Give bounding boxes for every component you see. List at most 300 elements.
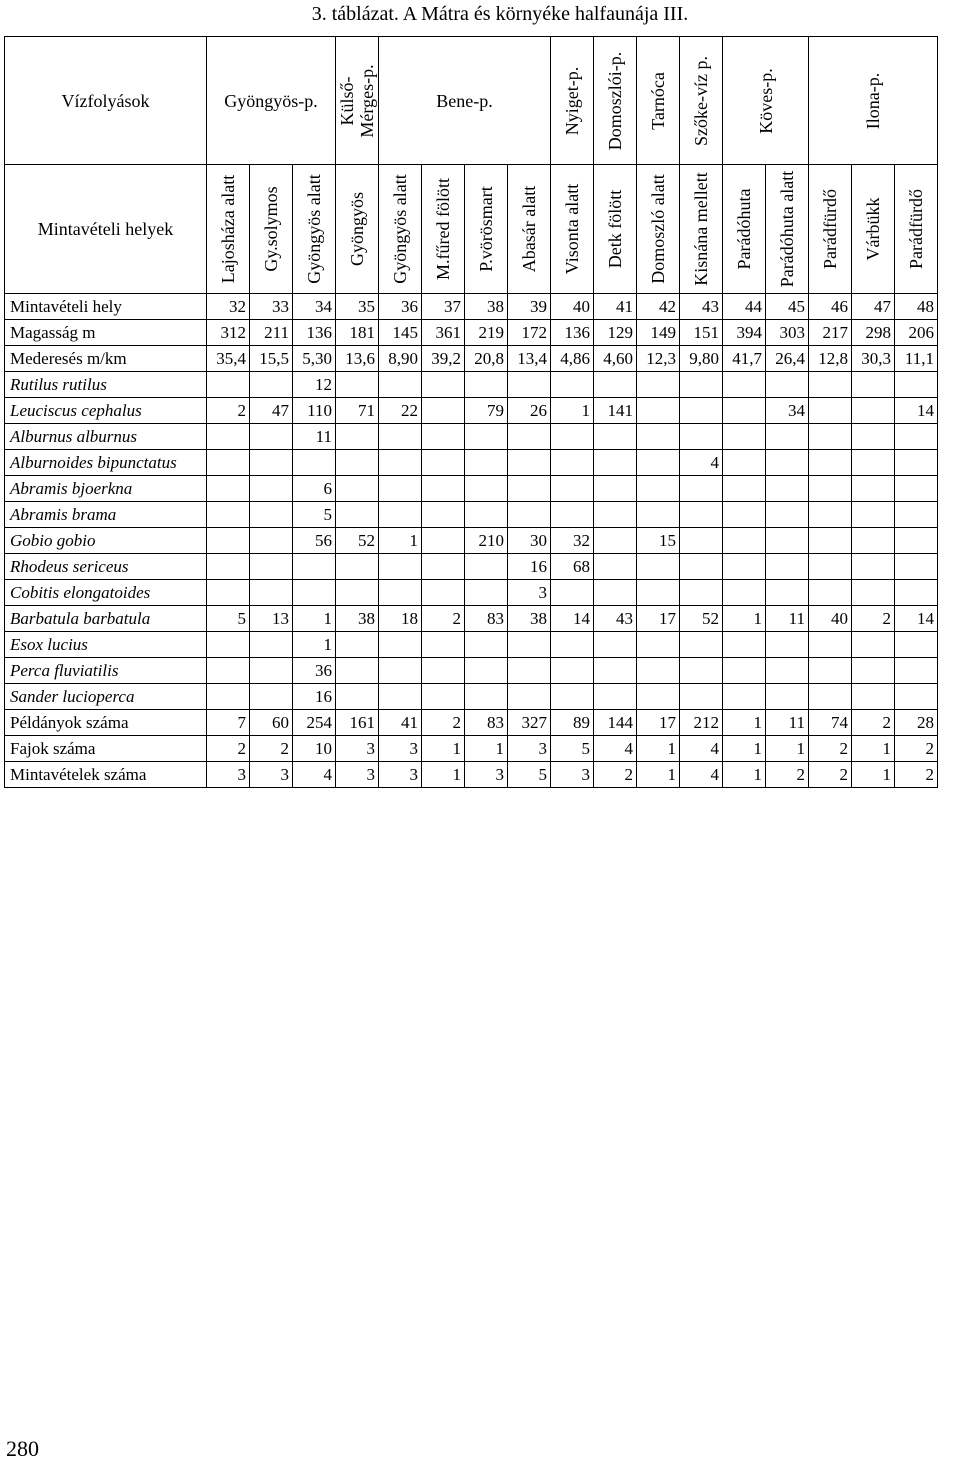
site-cell (809, 165, 852, 294)
site-name: P.vörösmart (476, 186, 496, 272)
value-cell (809, 554, 852, 580)
value-cell: 74 (809, 710, 852, 736)
value-cell (594, 684, 637, 710)
value-cell: 52 (680, 606, 723, 632)
site-name: Domoszló alatt (648, 174, 668, 284)
value-cell (723, 450, 766, 476)
value-cell (379, 424, 422, 450)
value-cell: 32 (207, 294, 250, 320)
site-cell (508, 165, 551, 294)
value-cell (680, 554, 723, 580)
value-cell (852, 502, 895, 528)
value-cell (895, 684, 938, 710)
value-cell: 303 (766, 320, 809, 346)
value-cell: 1 (293, 606, 336, 632)
value-cell (680, 398, 723, 424)
value-cell (465, 632, 508, 658)
value-cell (465, 502, 508, 528)
row-label: Gobio gobio (5, 528, 207, 554)
value-cell (895, 476, 938, 502)
value-cell: 1 (852, 762, 895, 788)
value-cell: 40 (809, 606, 852, 632)
value-cell (895, 502, 938, 528)
value-cell (465, 658, 508, 684)
table-row (5, 320, 938, 346)
value-cell (852, 398, 895, 424)
value-cell: 2 (766, 762, 809, 788)
value-cell: 45 (766, 294, 809, 320)
value-cell (465, 580, 508, 606)
value-cell: 298 (852, 320, 895, 346)
value-cell (852, 580, 895, 606)
value-cell (723, 372, 766, 398)
value-cell (723, 424, 766, 450)
value-cell (250, 372, 293, 398)
fish-fauna-table (4, 36, 938, 788)
value-cell (680, 658, 723, 684)
value-cell: 3 (508, 736, 551, 762)
value-cell: 17 (637, 710, 680, 736)
value-cell (680, 580, 723, 606)
page-number: 280 (6, 1436, 39, 1461)
value-cell (895, 528, 938, 554)
value-cell (207, 476, 250, 502)
value-cell: 30 (508, 528, 551, 554)
value-cell: 36 (293, 658, 336, 684)
value-cell (637, 502, 680, 528)
value-cell (379, 554, 422, 580)
table-row (5, 476, 938, 502)
value-cell: 60 (250, 710, 293, 736)
value-cell (594, 528, 637, 554)
site-name: Parádóhuta alatt (777, 170, 797, 288)
value-cell: 39 (508, 294, 551, 320)
value-cell (379, 502, 422, 528)
value-cell (465, 424, 508, 450)
value-cell: 5,30 (293, 346, 336, 372)
value-cell (379, 658, 422, 684)
value-cell (422, 450, 465, 476)
value-cell (422, 476, 465, 502)
value-cell (766, 372, 809, 398)
value-cell (766, 450, 809, 476)
value-cell: 3 (465, 762, 508, 788)
value-cell (680, 528, 723, 554)
table-row (5, 450, 938, 476)
value-cell (680, 502, 723, 528)
watercourse-cell (594, 37, 637, 165)
table-row (5, 502, 938, 528)
value-cell: 37 (422, 294, 465, 320)
value-cell: 212 (680, 710, 723, 736)
value-cell (637, 424, 680, 450)
value-cell: 13,4 (508, 346, 551, 372)
value-cell: 2 (207, 736, 250, 762)
watercourse-name: Gyöngyös-p. (224, 90, 318, 111)
value-cell: 2 (250, 736, 293, 762)
value-cell: 4 (293, 762, 336, 788)
value-cell (336, 554, 379, 580)
site-name: Parádóhuta (734, 188, 754, 270)
value-cell (465, 554, 508, 580)
value-cell: 11 (293, 424, 336, 450)
value-cell: 361 (422, 320, 465, 346)
value-cell: 136 (293, 320, 336, 346)
value-cell: 217 (809, 320, 852, 346)
value-cell: 129 (594, 320, 637, 346)
row-label: Perca fluviatilis (5, 658, 207, 684)
value-cell: 56 (293, 528, 336, 554)
site-name: Lajosháza alatt (218, 174, 238, 284)
value-cell (422, 372, 465, 398)
value-cell (207, 684, 250, 710)
value-cell (766, 528, 809, 554)
value-cell (250, 632, 293, 658)
value-cell: 206 (895, 320, 938, 346)
value-cell (895, 554, 938, 580)
row-label: Barbatula barbatula (5, 606, 207, 632)
value-cell (809, 684, 852, 710)
value-cell (422, 632, 465, 658)
value-cell: 2 (809, 736, 852, 762)
value-cell: 8,90 (379, 346, 422, 372)
watercourse-name: Ilona-p. (863, 72, 883, 129)
site-name: Gyöngyös (347, 191, 367, 267)
value-cell (207, 632, 250, 658)
table-row (5, 294, 938, 320)
row-label: Rhodeus sericeus (5, 554, 207, 580)
value-cell: 219 (465, 320, 508, 346)
value-cell: 22 (379, 398, 422, 424)
value-cell (207, 450, 250, 476)
value-cell: 20,8 (465, 346, 508, 372)
value-cell: 15,5 (250, 346, 293, 372)
value-cell: 10 (293, 736, 336, 762)
site-name: M.fűred fölött (433, 178, 453, 280)
value-cell: 42 (637, 294, 680, 320)
watercourse-cell (809, 37, 938, 165)
value-cell: 15 (637, 528, 680, 554)
value-cell: 3 (336, 736, 379, 762)
value-cell: 41,7 (723, 346, 766, 372)
value-cell: 1 (465, 736, 508, 762)
value-cell: 71 (336, 398, 379, 424)
value-cell: 12,8 (809, 346, 852, 372)
value-cell: 172 (508, 320, 551, 346)
table-row (5, 424, 938, 450)
value-cell (336, 476, 379, 502)
value-cell: 3 (379, 762, 422, 788)
value-cell (336, 632, 379, 658)
value-cell (723, 528, 766, 554)
table-row (5, 398, 938, 424)
value-cell: 14 (895, 606, 938, 632)
value-cell (766, 684, 809, 710)
value-cell (594, 476, 637, 502)
value-cell (723, 554, 766, 580)
value-cell: 3 (250, 762, 293, 788)
value-cell: 254 (293, 710, 336, 736)
value-cell (766, 554, 809, 580)
value-cell (250, 528, 293, 554)
value-cell (207, 502, 250, 528)
value-cell (852, 658, 895, 684)
site-name: Várbükk (863, 197, 883, 261)
row-label: Cobitis elongatoides (5, 580, 207, 606)
table-row (5, 528, 938, 554)
value-cell: 26,4 (766, 346, 809, 372)
value-cell (766, 632, 809, 658)
value-cell (422, 424, 465, 450)
site-cell (379, 165, 422, 294)
value-cell: 2 (594, 762, 637, 788)
value-cell (508, 424, 551, 450)
site-name: Parádfürdő (820, 189, 840, 269)
value-cell (594, 658, 637, 684)
value-cell: 41 (379, 710, 422, 736)
value-cell: 12,3 (637, 346, 680, 372)
value-cell (680, 476, 723, 502)
value-cell (336, 658, 379, 684)
value-cell (723, 502, 766, 528)
row-label: Leuciscus cephalus (5, 398, 207, 424)
row-label: Alburnoides bipunctatus (5, 450, 207, 476)
value-cell: 1 (551, 398, 594, 424)
site-header-label: Mintavételi helyek (5, 165, 207, 294)
value-cell: 16 (508, 554, 551, 580)
value-cell (336, 372, 379, 398)
watercourse-cell (207, 37, 336, 165)
value-cell (594, 580, 637, 606)
value-cell (594, 502, 637, 528)
value-cell: 17 (637, 606, 680, 632)
value-cell: 41 (594, 294, 637, 320)
value-cell: 141 (594, 398, 637, 424)
value-cell (809, 476, 852, 502)
value-cell (250, 502, 293, 528)
value-cell: 35,4 (207, 346, 250, 372)
value-cell: 1 (379, 528, 422, 554)
value-cell: 34 (766, 398, 809, 424)
value-cell: 2 (852, 710, 895, 736)
site-name: Kisnána mellett (691, 172, 711, 286)
value-cell: 13 (250, 606, 293, 632)
watercourse-name: Bene-p. (436, 90, 493, 111)
watercourse-name: Szőke-víz p. (691, 55, 711, 146)
value-cell (422, 398, 465, 424)
table-row (5, 580, 938, 606)
value-cell (895, 658, 938, 684)
table-row (5, 762, 938, 788)
value-cell: 38 (465, 294, 508, 320)
value-cell (809, 398, 852, 424)
value-cell (379, 372, 422, 398)
site-cell (293, 165, 336, 294)
value-cell (680, 372, 723, 398)
value-cell: 40 (551, 294, 594, 320)
value-cell: 34 (293, 294, 336, 320)
value-cell: 145 (379, 320, 422, 346)
table-row (5, 684, 938, 710)
watercourse-header-label: Vízfolyások (5, 37, 207, 165)
value-cell: 33 (250, 294, 293, 320)
table-title: 3. táblázat. A Mátra és környéke halfaunája III. (311, 3, 689, 25)
value-cell (250, 684, 293, 710)
value-cell: 210 (465, 528, 508, 554)
value-cell (422, 528, 465, 554)
value-cell: 83 (465, 710, 508, 736)
value-cell: 28 (895, 710, 938, 736)
value-cell (422, 684, 465, 710)
value-cell (852, 684, 895, 710)
row-label: Mintavételi hely (5, 294, 207, 320)
value-cell (637, 476, 680, 502)
value-cell (637, 658, 680, 684)
value-cell: 136 (551, 320, 594, 346)
value-cell (207, 580, 250, 606)
value-cell: 13,6 (336, 346, 379, 372)
table-row (5, 632, 938, 658)
watercourse-name: Domoszlói-p. (605, 51, 625, 150)
watercourse-cell (379, 37, 551, 165)
value-cell (895, 580, 938, 606)
value-cell (895, 424, 938, 450)
value-cell (594, 554, 637, 580)
row-label: Magasság m (5, 320, 207, 346)
value-cell (422, 554, 465, 580)
value-cell (379, 580, 422, 606)
value-cell (379, 450, 422, 476)
site-cell (680, 165, 723, 294)
value-cell (250, 554, 293, 580)
table-row (5, 710, 938, 736)
value-cell: 14 (551, 606, 594, 632)
value-cell: 312 (207, 320, 250, 346)
value-cell: 38 (508, 606, 551, 632)
value-cell (508, 450, 551, 476)
value-cell (594, 632, 637, 658)
value-cell: 161 (336, 710, 379, 736)
value-cell: 7 (207, 710, 250, 736)
value-cell: 32 (551, 528, 594, 554)
value-cell (422, 658, 465, 684)
value-cell: 1 (723, 606, 766, 632)
table-row (5, 554, 938, 580)
value-cell: 5 (207, 606, 250, 632)
value-cell (852, 424, 895, 450)
value-cell (723, 684, 766, 710)
value-cell (637, 398, 680, 424)
value-cell: 43 (594, 606, 637, 632)
row-label: Alburnus alburnus (5, 424, 207, 450)
row-label: Példányok száma (5, 710, 207, 736)
watercourse-name: Köves-p. (755, 67, 776, 134)
site-cell (852, 165, 895, 294)
value-cell (809, 372, 852, 398)
site-cell (250, 165, 293, 294)
value-cell (422, 580, 465, 606)
value-cell (766, 424, 809, 450)
value-cell: 11 (766, 710, 809, 736)
value-cell: 6 (293, 476, 336, 502)
value-cell (723, 580, 766, 606)
value-cell: 18 (379, 606, 422, 632)
value-cell (379, 476, 422, 502)
value-cell: 1 (422, 736, 465, 762)
value-cell: 4 (680, 450, 723, 476)
value-cell: 2 (422, 606, 465, 632)
value-cell (594, 450, 637, 476)
value-cell (680, 632, 723, 658)
value-cell (809, 424, 852, 450)
value-cell (551, 502, 594, 528)
value-cell (723, 398, 766, 424)
table-row (5, 372, 938, 398)
value-cell (766, 658, 809, 684)
site-name: Parádfürdő (906, 189, 926, 269)
value-cell (895, 372, 938, 398)
site-name: Gyöngyös alatt (390, 174, 410, 284)
site-cell (723, 165, 766, 294)
value-cell (637, 632, 680, 658)
value-cell (852, 528, 895, 554)
value-cell (551, 580, 594, 606)
value-cell: 181 (336, 320, 379, 346)
value-cell (637, 580, 680, 606)
value-cell: 1 (637, 762, 680, 788)
value-cell: 3 (336, 762, 379, 788)
row-label: Esox lucius (5, 632, 207, 658)
value-cell: 211 (250, 320, 293, 346)
value-cell (852, 476, 895, 502)
value-cell (379, 632, 422, 658)
value-cell (551, 476, 594, 502)
value-cell (895, 632, 938, 658)
value-cell: 36 (379, 294, 422, 320)
value-cell: 9,80 (680, 346, 723, 372)
value-cell: 38 (336, 606, 379, 632)
watercourse-name: Külső- Mérges-p. (337, 63, 377, 138)
value-cell: 2 (207, 398, 250, 424)
watercourse-name: Nyiget-p. (562, 66, 582, 135)
value-cell (508, 372, 551, 398)
value-cell (766, 502, 809, 528)
site-header-row (5, 165, 938, 294)
value-cell: 4 (594, 736, 637, 762)
value-cell (250, 580, 293, 606)
value-cell: 4,86 (551, 346, 594, 372)
value-cell: 1 (766, 736, 809, 762)
value-cell (336, 502, 379, 528)
value-cell (336, 684, 379, 710)
watercourse-cell (551, 37, 594, 165)
value-cell (594, 424, 637, 450)
value-cell (637, 450, 680, 476)
value-cell: 1 (723, 762, 766, 788)
value-cell (551, 684, 594, 710)
value-cell (508, 632, 551, 658)
value-cell (508, 684, 551, 710)
value-cell (637, 372, 680, 398)
value-cell: 83 (465, 606, 508, 632)
value-cell: 2 (895, 736, 938, 762)
value-cell: 1 (852, 736, 895, 762)
value-cell: 3 (207, 762, 250, 788)
value-cell (508, 658, 551, 684)
value-cell: 48 (895, 294, 938, 320)
value-cell: 5 (508, 762, 551, 788)
site-name: Gy.solymos (261, 186, 281, 272)
